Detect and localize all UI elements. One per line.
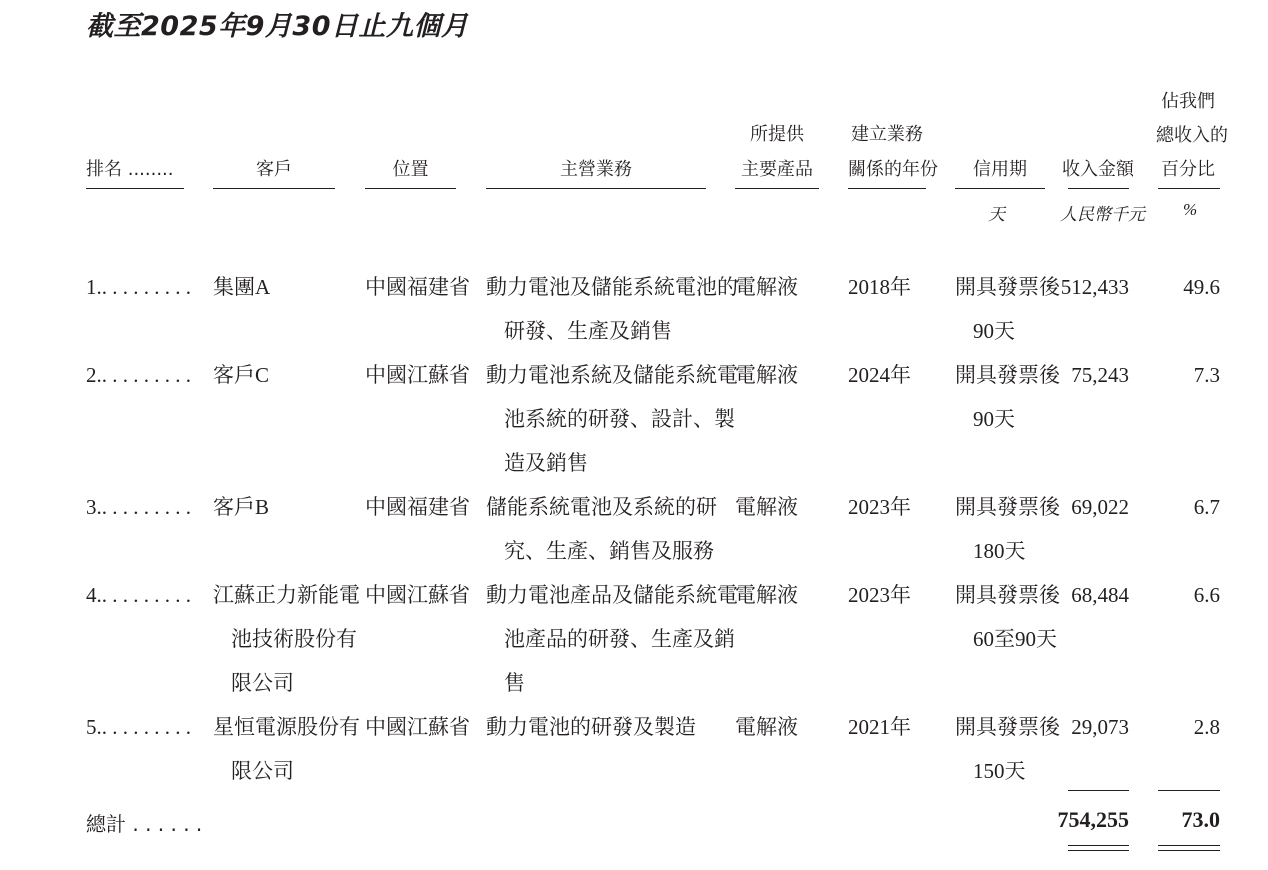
header-year-line1: 建立業務 [851, 124, 923, 145]
row3-pct: 6.7 [1193, 495, 1220, 519]
row4-customer-line2: 池技術股份有 [231, 627, 357, 651]
row3-year: 2023年 [848, 495, 911, 519]
total-double-rule-revenue-top [1068, 845, 1129, 846]
header-rule-location [365, 188, 456, 189]
row1-business-line1: 動力電池及儲能系統電池的 [486, 275, 738, 299]
row1-credit [955, 265, 1060, 353]
row4-year: 2023年 [848, 583, 911, 607]
row5-credit-line2: 150天 [973, 759, 1026, 783]
row3-credit [955, 485, 1060, 573]
header-rule-product [735, 188, 819, 189]
row1-customer-line1: 集團A [213, 275, 271, 299]
header-pct-line1: 佔我們 [1161, 91, 1215, 112]
row4-revenue: 68,484 [1071, 583, 1129, 607]
total-revenue: 754,255 [1057, 807, 1129, 832]
row1-business-line2: 研發、生產及銷售 [504, 319, 672, 343]
row2-business-line3: 造及銷售 [504, 451, 588, 475]
row5-location: 中國江蘇省 [365, 715, 470, 739]
header-revenue: 收入金額 [1062, 159, 1134, 180]
header-product-line2: 主要產品 [741, 159, 813, 180]
header-customer: 客戶 [256, 159, 292, 180]
row2-customer [213, 353, 269, 397]
row4-customer [213, 573, 360, 705]
header-business: 主營業務 [560, 159, 632, 180]
row4-business-line3: 售 [504, 671, 525, 695]
row3-location: 中國福建省 [365, 495, 470, 519]
header-product-line1: 所提供 [750, 124, 804, 145]
total-double-rule-pct-top [1158, 845, 1220, 846]
row2-location: 中國江蘇省 [365, 363, 470, 387]
row3-credit-line2: 180天 [973, 539, 1026, 563]
row2-business-line1: 動力電池系統及儲能系統電 [486, 363, 738, 387]
row2-business-line2: 池系統的研發、設計、製 [504, 407, 735, 431]
row2-pct: 7.3 [1193, 363, 1220, 387]
total-double-rule-pct-bottom [1158, 850, 1220, 851]
row4-business [486, 573, 738, 705]
row2-credit-line2: 90天 [973, 407, 1015, 431]
unit-pct: % [1183, 200, 1198, 219]
header-rule-credit [955, 188, 1045, 189]
subtotal-rule-revenue [1068, 790, 1129, 791]
total-label: 總計 . . . . . . [86, 812, 203, 836]
row4-business-line2: 池產品的研發、生產及銷 [504, 627, 735, 651]
row3-rank: 3.. . . . . . . . . [86, 495, 191, 519]
row5-customer-line2: 限公司 [231, 759, 294, 783]
header-pct-line2: 總收入的 [1156, 125, 1228, 146]
row4-product: 電解液 [735, 583, 798, 607]
row3-business-line1: 儲能系統電池及系統的研 [486, 495, 717, 519]
row3-revenue: 69,022 [1071, 495, 1129, 519]
row4-customer-line3: 限公司 [231, 671, 294, 695]
row3-product: 電解液 [735, 495, 798, 519]
row5-business [486, 705, 696, 749]
header-pct-line3: 百分比 [1161, 159, 1215, 180]
row4-credit-line1: 開具發票後 [955, 583, 1060, 607]
subtotal-rule-pct [1158, 790, 1220, 791]
header-rule-pct [1158, 188, 1220, 189]
unit-credit: 天 [988, 205, 1005, 224]
row1-year: 2018年 [848, 275, 911, 299]
row2-credit [955, 353, 1060, 441]
row2-revenue: 75,243 [1071, 363, 1129, 387]
row2-credit-line1: 開具發票後 [955, 363, 1060, 387]
row2-business [486, 353, 738, 485]
header-rank: 排名 ........ [86, 159, 174, 180]
total-pct: 73.0 [1181, 807, 1220, 832]
row4-credit [955, 573, 1060, 661]
row1-credit-line1: 開具發票後 [955, 275, 1060, 299]
row5-credit-line1: 開具發票後 [955, 715, 1060, 739]
row3-customer [213, 485, 269, 529]
row5-business-line1: 動力電池的研發及製造 [486, 715, 696, 739]
row2-rank: 2.. . . . . . . . . [86, 363, 191, 387]
row5-year: 2021年 [848, 715, 911, 739]
header-year-line2: 關係的年份 [848, 159, 938, 180]
row5-pct: 2.8 [1193, 715, 1220, 739]
row1-location: 中國福建省 [365, 275, 470, 299]
row4-pct: 6.6 [1193, 583, 1220, 607]
row5-revenue: 29,073 [1071, 715, 1129, 739]
header-rule-rank [86, 188, 184, 189]
row3-business-line2: 究、生產、銷售及服務 [504, 539, 714, 563]
row2-customer-line1: 客戶C [213, 363, 270, 387]
row1-business [486, 265, 738, 353]
row3-customer-line1: 客戶B [213, 495, 270, 519]
row4-rank: 4.. . . . . . . . . [86, 583, 191, 607]
header-location: 位置 [392, 159, 429, 180]
total-double-rule-revenue-bottom [1068, 850, 1129, 851]
row1-customer [213, 265, 270, 309]
header-credit: 信用期 [973, 159, 1027, 180]
row5-customer [213, 705, 360, 793]
row2-year: 2024年 [848, 363, 911, 387]
row4-business-line1: 動力電池產品及儲能系統電 [486, 583, 738, 607]
row3-business [486, 485, 717, 573]
row1-rank: 1.. . . . . . . . . [86, 275, 191, 299]
row1-revenue: 512,433 [1060, 275, 1129, 299]
row3-credit-line1: 開具發票後 [955, 495, 1060, 519]
row1-product: 電解液 [735, 275, 798, 299]
row4-customer-line1: 江蘇正力新能電 [213, 583, 360, 607]
header-rule-revenue [1068, 188, 1129, 189]
row5-product: 電解液 [735, 715, 798, 739]
row5-credit [955, 705, 1060, 793]
row2-product: 電解液 [735, 363, 798, 387]
row5-rank: 5.. . . . . . . . . [86, 715, 191, 739]
header-rule-year [848, 188, 926, 189]
row5-customer-line1: 星恒電源股份有 [213, 715, 360, 739]
row4-location: 中國江蘇省 [365, 583, 470, 607]
unit-revenue: 人民幣千元 [1060, 205, 1145, 224]
row1-pct: 49.6 [1183, 275, 1220, 299]
row1-credit-line2: 90天 [973, 319, 1015, 343]
page-title: 截至2025年9月30日止九個月 [86, 11, 469, 42]
header-rule-customer [213, 188, 335, 189]
header-rule-business [486, 188, 706, 189]
row4-credit-line2: 60至90天 [973, 627, 1057, 651]
